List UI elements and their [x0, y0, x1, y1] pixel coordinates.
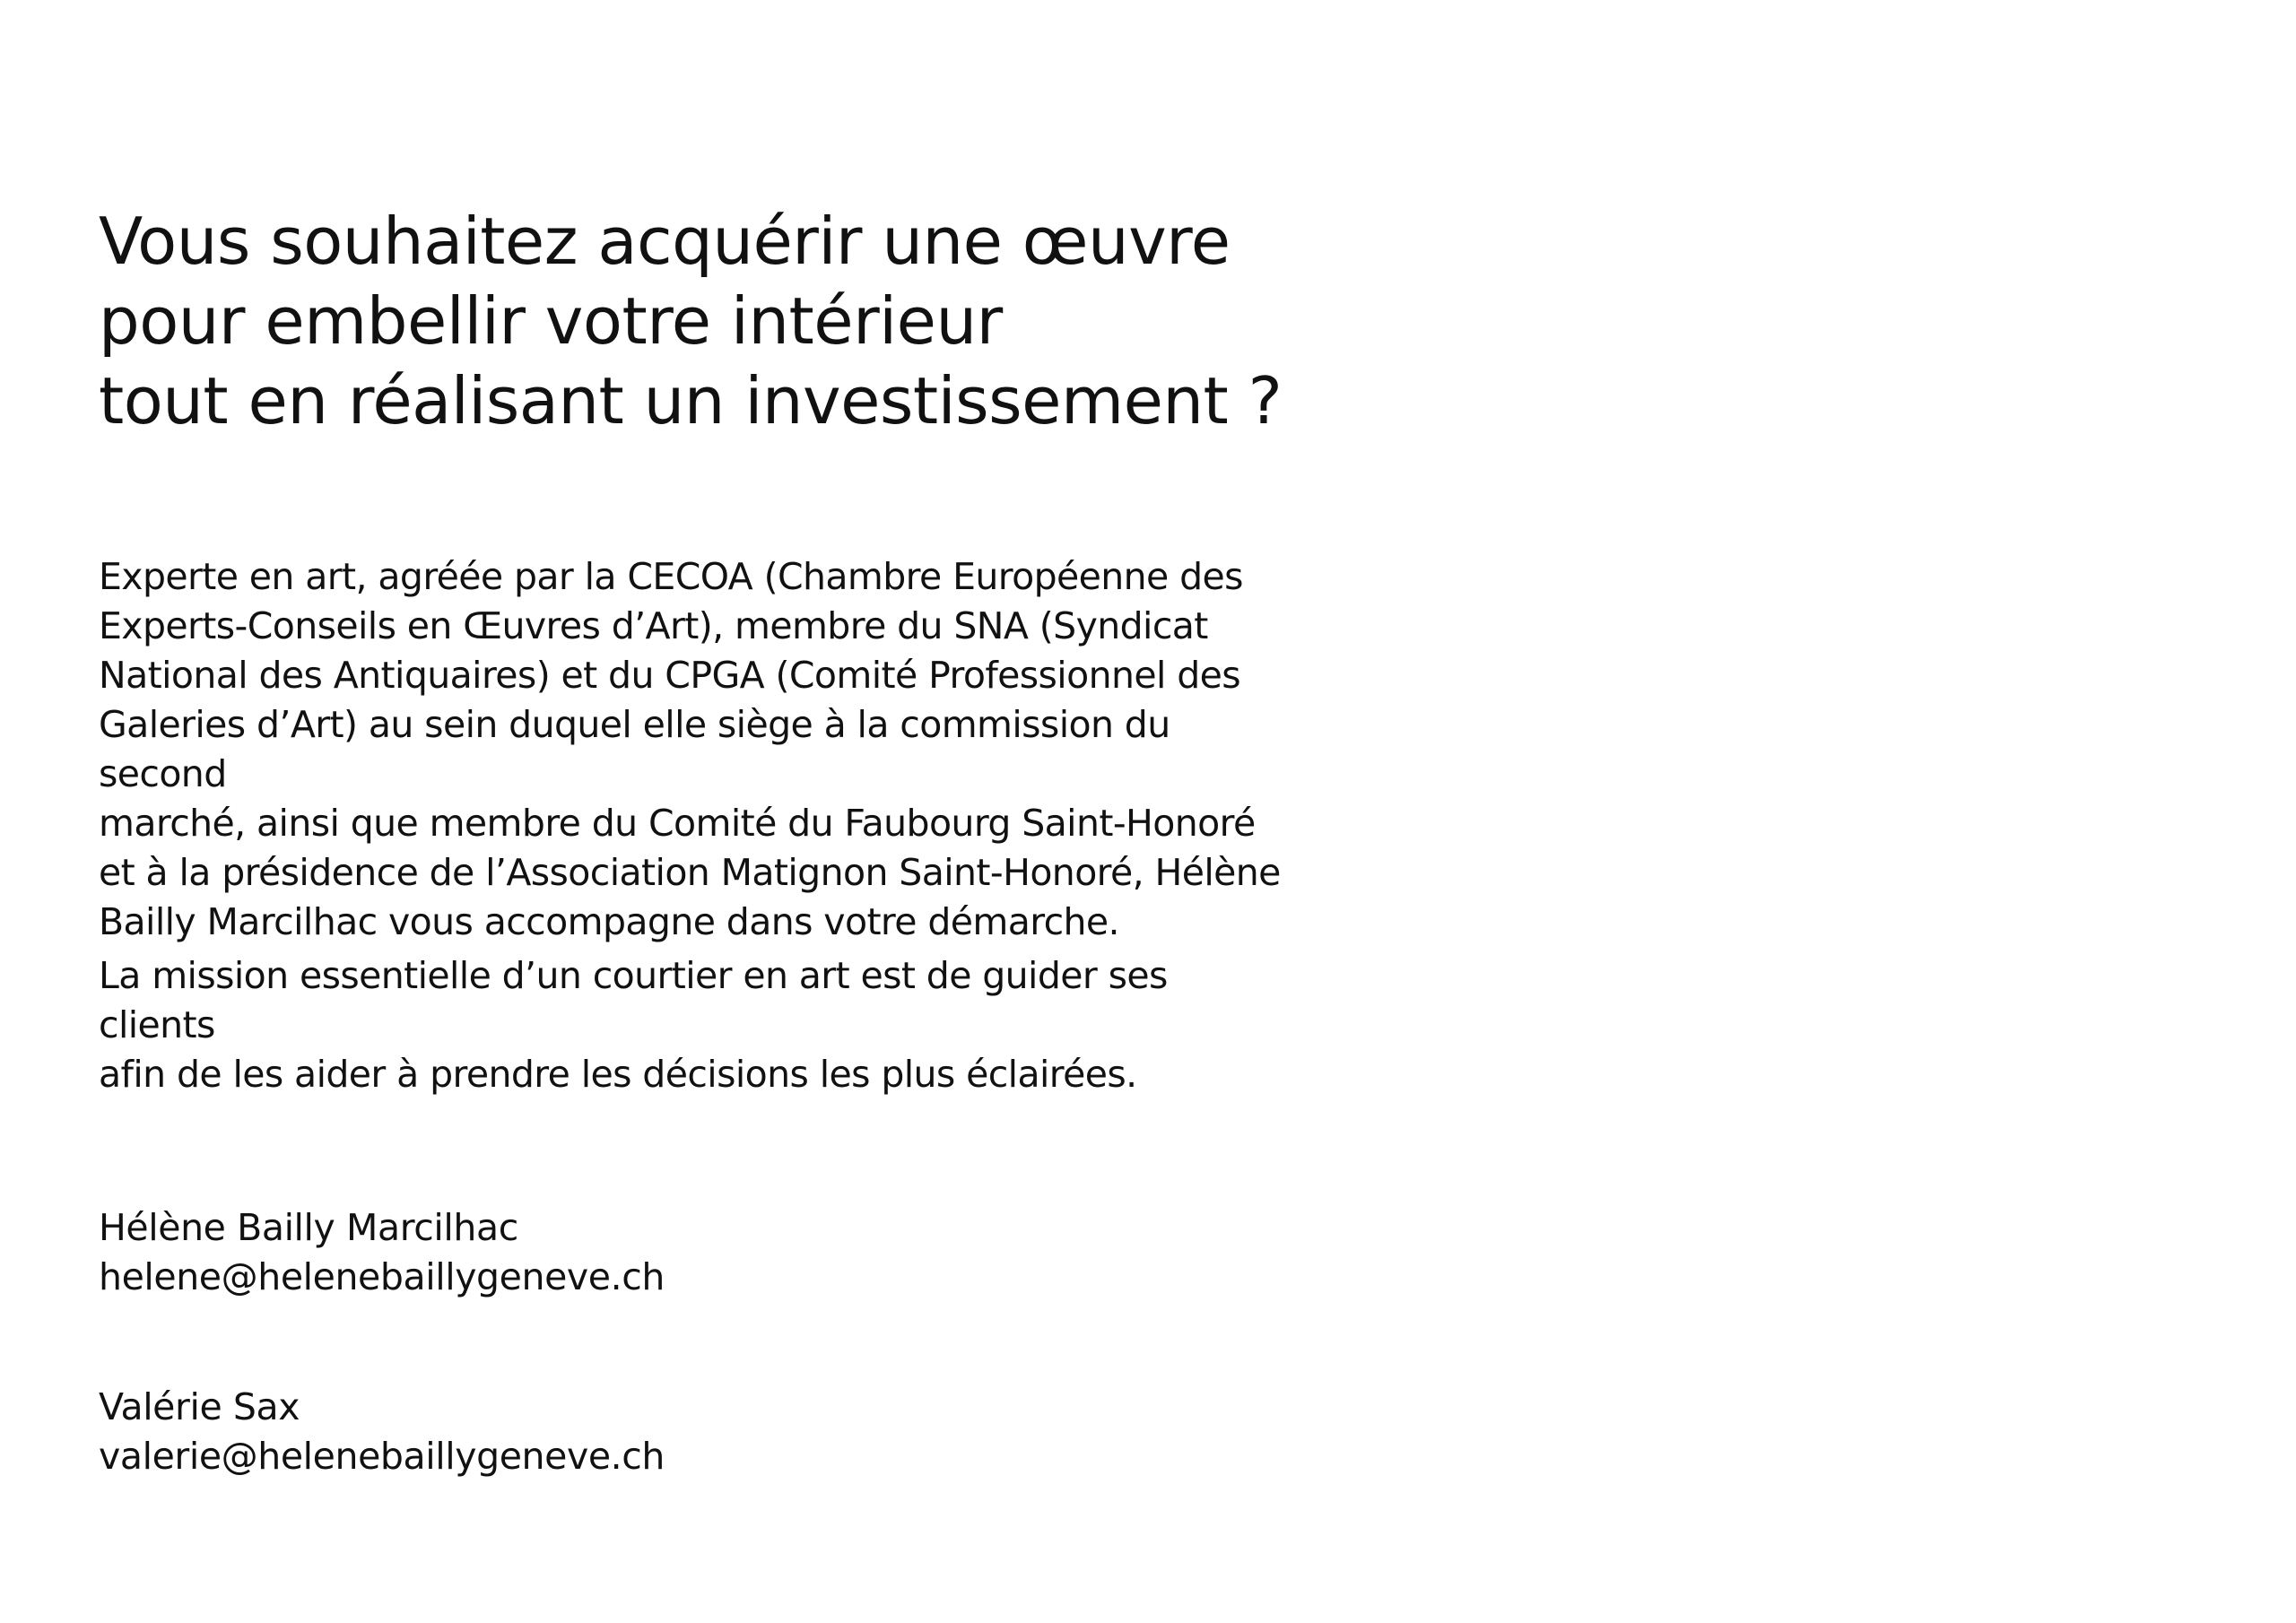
intro-paragraph — [99, 552, 1281, 947]
contact-valerie — [99, 1383, 996, 1481]
intro-line-5: marché, ainsi que membre du Comité du Faubourg Saint-Honoré — [99, 802, 1256, 845]
intro-line-3: National des Antiquaires) et du CPGA (Comité Professionnel des — [99, 654, 1240, 697]
contact-name: Valérie Sax — [99, 1385, 300, 1428]
contact-email: valerie@helenebaillygeneve.ch — [99, 1435, 665, 1478]
contact-email: helene@helenebaillygeneve.ch — [99, 1255, 665, 1298]
mission-line-2: afin de les aider à prendre les décisions les plus éclairées. — [99, 1053, 1137, 1096]
contact-name: Hélène Bailly Marcilhac — [99, 1206, 518, 1249]
mission-line-1: La mission essentielle d’un courtier en art est de guider ses clients — [99, 954, 1168, 1046]
intro-line-6: et à la présidence de l’Association Matignon Saint-Honoré, Hélène — [99, 851, 1281, 894]
intro-line-4: Galeries d’Art) au sein duquel elle siège à la commission du second — [99, 703, 1170, 795]
headline-line-3: tout en réalisant un investissement ? — [99, 363, 1283, 438]
contact-helene — [99, 1203, 996, 1302]
intro-line-1: Experte en art, agréée par la CECOA (Chambre Européenne des — [99, 555, 1243, 598]
intro-line-2: Experts-Conseils en Œuvres d’Art), membre du SNA (Syndicat — [99, 604, 1208, 647]
headline-line-2: pour embellir votre intérieur — [99, 283, 1003, 359]
page-headline — [99, 202, 1354, 441]
intro-line-7: Bailly Marcilhac vous accompagne dans votre démarche. — [99, 900, 1119, 943]
mission-paragraph — [99, 951, 1281, 1099]
headline-line-1: Vous souhaitez acquérir une œuvre — [99, 204, 1231, 279]
